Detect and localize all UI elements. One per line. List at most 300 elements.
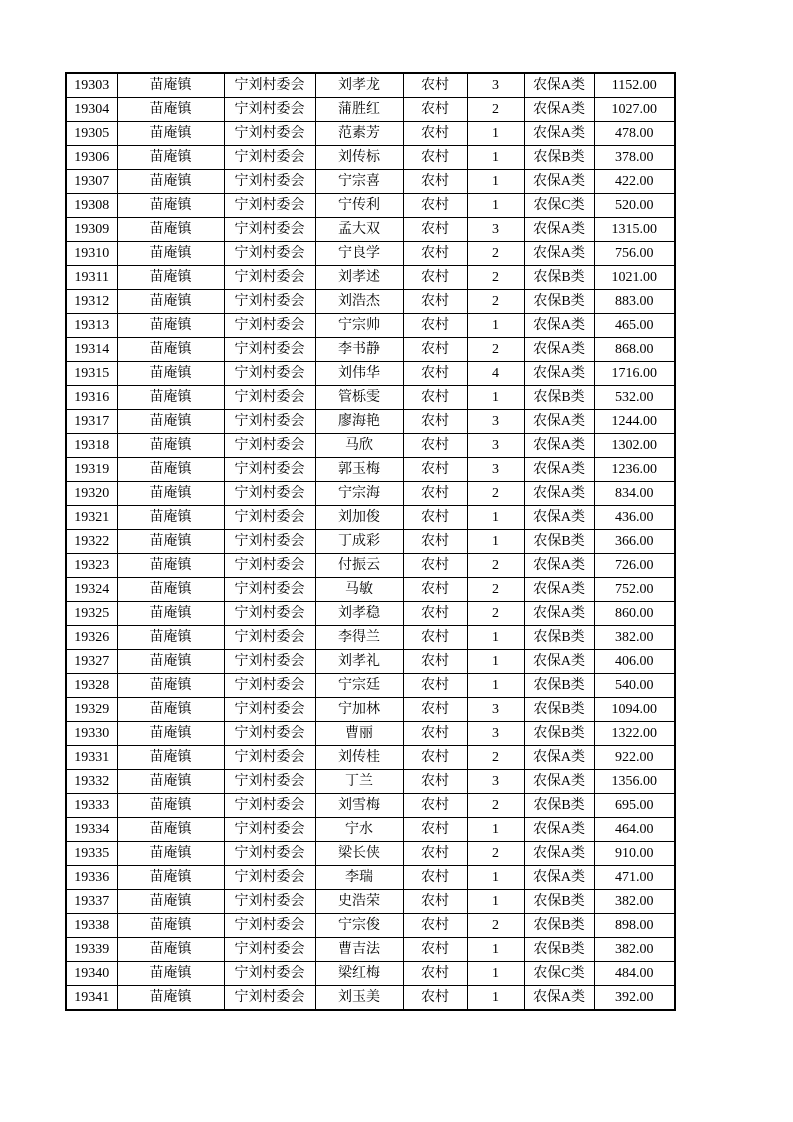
cell-name: 范素芳 xyxy=(315,122,403,146)
cell-count: 1 xyxy=(467,122,524,146)
cell-amount: 1027.00 xyxy=(594,98,675,122)
table-row xyxy=(66,770,675,794)
cell-category: 农保A类 xyxy=(524,866,594,890)
cell-name: 蒲胜红 xyxy=(315,98,403,122)
cell-count: 3 xyxy=(467,218,524,242)
table-row xyxy=(66,698,675,722)
cell-amount: 392.00 xyxy=(594,986,675,1011)
cell-amount: 860.00 xyxy=(594,602,675,626)
cell-serial: 19324 xyxy=(66,578,117,602)
table-row xyxy=(66,434,675,458)
cell-amount: 868.00 xyxy=(594,338,675,362)
cell-category: 农保B类 xyxy=(524,722,594,746)
cell-amount: 756.00 xyxy=(594,242,675,266)
cell-amount: 898.00 xyxy=(594,914,675,938)
cell-amount: 484.00 xyxy=(594,962,675,986)
cell-serial: 19333 xyxy=(66,794,117,818)
cell-amount: 422.00 xyxy=(594,170,675,194)
cell-name: 宁宗帅 xyxy=(315,314,403,338)
cell-name: 宁传利 xyxy=(315,194,403,218)
table-row xyxy=(66,962,675,986)
cell-name: 曹吉法 xyxy=(315,938,403,962)
cell-serial: 19323 xyxy=(66,554,117,578)
cell-count: 1 xyxy=(467,530,524,554)
cell-village: 宁刘村委会 xyxy=(224,890,315,914)
table-row xyxy=(66,746,675,770)
cell-town: 苗庵镇 xyxy=(117,698,224,722)
cell-village: 宁刘村委会 xyxy=(224,170,315,194)
cell-serial: 19312 xyxy=(66,290,117,314)
cell-village: 宁刘村委会 xyxy=(224,938,315,962)
cell-count: 1 xyxy=(467,650,524,674)
cell-count: 1 xyxy=(467,146,524,170)
cell-count: 3 xyxy=(467,722,524,746)
cell-name: 廖海艳 xyxy=(315,410,403,434)
cell-town: 苗庵镇 xyxy=(117,218,224,242)
table-body xyxy=(66,73,675,1010)
cell-category: 农保A类 xyxy=(524,434,594,458)
cell-serial: 19314 xyxy=(66,338,117,362)
cell-residence: 农村 xyxy=(403,698,467,722)
cell-count: 2 xyxy=(467,290,524,314)
cell-serial: 19318 xyxy=(66,434,117,458)
cell-residence: 农村 xyxy=(403,650,467,674)
cell-amount: 1716.00 xyxy=(594,362,675,386)
cell-amount: 1152.00 xyxy=(594,73,675,98)
cell-amount: 378.00 xyxy=(594,146,675,170)
cell-category: 农保A类 xyxy=(524,602,594,626)
cell-town: 苗庵镇 xyxy=(117,458,224,482)
table-row xyxy=(66,266,675,290)
cell-village: 宁刘村委会 xyxy=(224,818,315,842)
cell-village: 宁刘村委会 xyxy=(224,290,315,314)
cell-residence: 农村 xyxy=(403,866,467,890)
cell-count: 1 xyxy=(467,194,524,218)
cell-serial: 19334 xyxy=(66,818,117,842)
cell-village: 宁刘村委会 xyxy=(224,770,315,794)
cell-amount: 834.00 xyxy=(594,482,675,506)
cell-serial: 19340 xyxy=(66,962,117,986)
cell-count: 3 xyxy=(467,770,524,794)
table-row xyxy=(66,458,675,482)
cell-serial: 19303 xyxy=(66,73,117,98)
cell-category: 农保A类 xyxy=(524,554,594,578)
table-row xyxy=(66,626,675,650)
cell-count: 2 xyxy=(467,578,524,602)
table-row xyxy=(66,530,675,554)
cell-count: 2 xyxy=(467,602,524,626)
cell-name: 李书静 xyxy=(315,338,403,362)
cell-residence: 农村 xyxy=(403,98,467,122)
cell-serial: 19322 xyxy=(66,530,117,554)
cell-category: 农保B类 xyxy=(524,938,594,962)
cell-residence: 农村 xyxy=(403,410,467,434)
table-row xyxy=(66,314,675,338)
cell-village: 宁刘村委会 xyxy=(224,434,315,458)
cell-residence: 农村 xyxy=(403,914,467,938)
cell-amount: 406.00 xyxy=(594,650,675,674)
cell-residence: 农村 xyxy=(403,146,467,170)
cell-serial: 19335 xyxy=(66,842,117,866)
cell-village: 宁刘村委会 xyxy=(224,746,315,770)
cell-category: 农保B类 xyxy=(524,386,594,410)
cell-amount: 382.00 xyxy=(594,890,675,914)
cell-serial: 19313 xyxy=(66,314,117,338)
cell-category: 农保A类 xyxy=(524,458,594,482)
cell-serial: 19305 xyxy=(66,122,117,146)
cell-serial: 19304 xyxy=(66,98,117,122)
cell-count: 3 xyxy=(467,434,524,458)
cell-count: 3 xyxy=(467,410,524,434)
cell-serial: 19329 xyxy=(66,698,117,722)
cell-town: 苗庵镇 xyxy=(117,746,224,770)
cell-residence: 农村 xyxy=(403,722,467,746)
cell-count: 1 xyxy=(467,170,524,194)
cell-name: 李瑞 xyxy=(315,866,403,890)
cell-count: 1 xyxy=(467,506,524,530)
cell-village: 宁刘村委会 xyxy=(224,362,315,386)
cell-serial: 19326 xyxy=(66,626,117,650)
cell-amount: 478.00 xyxy=(594,122,675,146)
cell-category: 农保B类 xyxy=(524,266,594,290)
cell-residence: 农村 xyxy=(403,314,467,338)
cell-category: 农保B类 xyxy=(524,914,594,938)
cell-town: 苗庵镇 xyxy=(117,194,224,218)
cell-category: 农保A类 xyxy=(524,314,594,338)
cell-residence: 农村 xyxy=(403,218,467,242)
cell-category: 农保B类 xyxy=(524,698,594,722)
cell-amount: 883.00 xyxy=(594,290,675,314)
cell-category: 农保A类 xyxy=(524,650,594,674)
cell-count: 1 xyxy=(467,986,524,1011)
cell-residence: 农村 xyxy=(403,626,467,650)
cell-town: 苗庵镇 xyxy=(117,626,224,650)
cell-amount: 1236.00 xyxy=(594,458,675,482)
cell-village: 宁刘村委会 xyxy=(224,554,315,578)
cell-village: 宁刘村委会 xyxy=(224,386,315,410)
cell-name: 宁水 xyxy=(315,818,403,842)
table-row xyxy=(66,290,675,314)
cell-town: 苗庵镇 xyxy=(117,722,224,746)
pension-record-table xyxy=(65,72,676,1011)
cell-amount: 726.00 xyxy=(594,554,675,578)
cell-name: 史浩荣 xyxy=(315,890,403,914)
table-row xyxy=(66,242,675,266)
cell-serial: 19310 xyxy=(66,242,117,266)
cell-name: 刘孝龙 xyxy=(315,73,403,98)
cell-serial: 19311 xyxy=(66,266,117,290)
cell-residence: 农村 xyxy=(403,938,467,962)
cell-residence: 农村 xyxy=(403,242,467,266)
cell-serial: 19308 xyxy=(66,194,117,218)
cell-town: 苗庵镇 xyxy=(117,650,224,674)
cell-village: 宁刘村委会 xyxy=(224,458,315,482)
cell-category: 农保B类 xyxy=(524,794,594,818)
cell-village: 宁刘村委会 xyxy=(224,146,315,170)
cell-amount: 471.00 xyxy=(594,866,675,890)
cell-category: 农保C类 xyxy=(524,962,594,986)
table-row xyxy=(66,218,675,242)
cell-town: 苗庵镇 xyxy=(117,962,224,986)
cell-village: 宁刘村委会 xyxy=(224,482,315,506)
cell-town: 苗庵镇 xyxy=(117,242,224,266)
table-row xyxy=(66,170,675,194)
cell-name: 孟大双 xyxy=(315,218,403,242)
cell-name: 宁宗俊 xyxy=(315,914,403,938)
table-row xyxy=(66,650,675,674)
cell-village: 宁刘村委会 xyxy=(224,794,315,818)
cell-name: 刘加俊 xyxy=(315,506,403,530)
cell-residence: 农村 xyxy=(403,482,467,506)
cell-town: 苗庵镇 xyxy=(117,98,224,122)
cell-town: 苗庵镇 xyxy=(117,818,224,842)
table-row xyxy=(66,818,675,842)
cell-count: 3 xyxy=(467,698,524,722)
cell-village: 宁刘村委会 xyxy=(224,314,315,338)
cell-serial: 19317 xyxy=(66,410,117,434)
cell-category: 农保A类 xyxy=(524,170,594,194)
cell-category: 农保A类 xyxy=(524,842,594,866)
cell-count: 2 xyxy=(467,338,524,362)
cell-town: 苗庵镇 xyxy=(117,338,224,362)
cell-amount: 464.00 xyxy=(594,818,675,842)
cell-name: 付振云 xyxy=(315,554,403,578)
table-row xyxy=(66,578,675,602)
table-row xyxy=(66,914,675,938)
cell-town: 苗庵镇 xyxy=(117,530,224,554)
cell-name: 马欣 xyxy=(315,434,403,458)
table-row xyxy=(66,866,675,890)
table-row xyxy=(66,146,675,170)
cell-name: 刘孝稳 xyxy=(315,602,403,626)
cell-category: 农保A类 xyxy=(524,122,594,146)
cell-village: 宁刘村委会 xyxy=(224,842,315,866)
cell-residence: 农村 xyxy=(403,794,467,818)
cell-amount: 436.00 xyxy=(594,506,675,530)
cell-village: 宁刘村委会 xyxy=(224,122,315,146)
cell-category: 农保A类 xyxy=(524,338,594,362)
cell-count: 2 xyxy=(467,914,524,938)
cell-village: 宁刘村委会 xyxy=(224,722,315,746)
cell-village: 宁刘村委会 xyxy=(224,194,315,218)
cell-residence: 农村 xyxy=(403,122,467,146)
cell-village: 宁刘村委会 xyxy=(224,73,315,98)
cell-serial: 19316 xyxy=(66,386,117,410)
cell-category: 农保A类 xyxy=(524,578,594,602)
cell-name: 马敏 xyxy=(315,578,403,602)
cell-village: 宁刘村委会 xyxy=(224,962,315,986)
cell-amount: 1244.00 xyxy=(594,410,675,434)
cell-village: 宁刘村委会 xyxy=(224,506,315,530)
cell-serial: 19306 xyxy=(66,146,117,170)
table-row xyxy=(66,386,675,410)
cell-name: 宁加林 xyxy=(315,698,403,722)
table-row xyxy=(66,122,675,146)
table-row xyxy=(66,73,675,98)
cell-serial: 19327 xyxy=(66,650,117,674)
cell-category: 农保A类 xyxy=(524,818,594,842)
cell-name: 宁宗海 xyxy=(315,482,403,506)
cell-amount: 1315.00 xyxy=(594,218,675,242)
cell-serial: 19328 xyxy=(66,674,117,698)
cell-town: 苗庵镇 xyxy=(117,170,224,194)
cell-amount: 1356.00 xyxy=(594,770,675,794)
cell-count: 1 xyxy=(467,938,524,962)
table-row xyxy=(66,338,675,362)
cell-village: 宁刘村委会 xyxy=(224,530,315,554)
cell-residence: 农村 xyxy=(403,602,467,626)
table-row xyxy=(66,794,675,818)
table-row xyxy=(66,938,675,962)
cell-category: 农保A类 xyxy=(524,410,594,434)
cell-name: 刘传标 xyxy=(315,146,403,170)
cell-category: 农保C类 xyxy=(524,194,594,218)
cell-amount: 540.00 xyxy=(594,674,675,698)
cell-count: 1 xyxy=(467,890,524,914)
cell-name: 刘孝述 xyxy=(315,266,403,290)
cell-name: 郭玉梅 xyxy=(315,458,403,482)
cell-village: 宁刘村委会 xyxy=(224,674,315,698)
cell-name: 丁成彩 xyxy=(315,530,403,554)
cell-town: 苗庵镇 xyxy=(117,506,224,530)
table-row xyxy=(66,554,675,578)
table-row xyxy=(66,506,675,530)
cell-town: 苗庵镇 xyxy=(117,938,224,962)
cell-serial: 19330 xyxy=(66,722,117,746)
cell-category: 农保A类 xyxy=(524,746,594,770)
cell-category: 农保A类 xyxy=(524,242,594,266)
cell-town: 苗庵镇 xyxy=(117,146,224,170)
cell-category: 农保B类 xyxy=(524,626,594,650)
cell-residence: 农村 xyxy=(403,194,467,218)
cell-name: 李得兰 xyxy=(315,626,403,650)
cell-amount: 382.00 xyxy=(594,626,675,650)
cell-residence: 农村 xyxy=(403,386,467,410)
cell-name: 刘孝礼 xyxy=(315,650,403,674)
cell-count: 1 xyxy=(467,314,524,338)
cell-count: 2 xyxy=(467,554,524,578)
cell-category: 农保B类 xyxy=(524,530,594,554)
cell-village: 宁刘村委会 xyxy=(224,602,315,626)
cell-amount: 910.00 xyxy=(594,842,675,866)
cell-amount: 1021.00 xyxy=(594,266,675,290)
cell-town: 苗庵镇 xyxy=(117,386,224,410)
cell-serial: 19331 xyxy=(66,746,117,770)
cell-residence: 农村 xyxy=(403,842,467,866)
cell-category: 农保A类 xyxy=(524,98,594,122)
cell-count: 2 xyxy=(467,746,524,770)
cell-count: 1 xyxy=(467,866,524,890)
cell-town: 苗庵镇 xyxy=(117,770,224,794)
cell-count: 3 xyxy=(467,458,524,482)
cell-village: 宁刘村委会 xyxy=(224,698,315,722)
cell-name: 宁宗喜 xyxy=(315,170,403,194)
cell-village: 宁刘村委会 xyxy=(224,650,315,674)
cell-village: 宁刘村委会 xyxy=(224,338,315,362)
cell-town: 苗庵镇 xyxy=(117,314,224,338)
cell-village: 宁刘村委会 xyxy=(224,410,315,434)
cell-count: 2 xyxy=(467,842,524,866)
cell-town: 苗庵镇 xyxy=(117,890,224,914)
cell-town: 苗庵镇 xyxy=(117,73,224,98)
cell-town: 苗庵镇 xyxy=(117,794,224,818)
cell-count: 2 xyxy=(467,482,524,506)
cell-category: 农保A类 xyxy=(524,770,594,794)
cell-residence: 农村 xyxy=(403,338,467,362)
cell-town: 苗庵镇 xyxy=(117,986,224,1011)
cell-town: 苗庵镇 xyxy=(117,122,224,146)
cell-amount: 922.00 xyxy=(594,746,675,770)
table-row xyxy=(66,602,675,626)
cell-name: 刘伟华 xyxy=(315,362,403,386)
cell-serial: 19332 xyxy=(66,770,117,794)
cell-amount: 366.00 xyxy=(594,530,675,554)
cell-village: 宁刘村委会 xyxy=(224,578,315,602)
cell-residence: 农村 xyxy=(403,818,467,842)
cell-category: 农保A类 xyxy=(524,506,594,530)
cell-category: 农保A类 xyxy=(524,362,594,386)
cell-name: 宁良学 xyxy=(315,242,403,266)
cell-name: 梁红梅 xyxy=(315,962,403,986)
table-row xyxy=(66,842,675,866)
cell-residence: 农村 xyxy=(403,578,467,602)
cell-serial: 19338 xyxy=(66,914,117,938)
cell-residence: 农村 xyxy=(403,266,467,290)
cell-residence: 农村 xyxy=(403,890,467,914)
cell-name: 丁兰 xyxy=(315,770,403,794)
cell-village: 宁刘村委会 xyxy=(224,266,315,290)
cell-category: 农保A类 xyxy=(524,986,594,1011)
table-row xyxy=(66,890,675,914)
cell-count: 1 xyxy=(467,818,524,842)
cell-serial: 19315 xyxy=(66,362,117,386)
cell-amount: 1302.00 xyxy=(594,434,675,458)
cell-name: 刘雪梅 xyxy=(315,794,403,818)
cell-town: 苗庵镇 xyxy=(117,554,224,578)
cell-serial: 19336 xyxy=(66,866,117,890)
cell-amount: 1322.00 xyxy=(594,722,675,746)
cell-residence: 农村 xyxy=(403,674,467,698)
cell-town: 苗庵镇 xyxy=(117,914,224,938)
cell-residence: 农村 xyxy=(403,434,467,458)
cell-town: 苗庵镇 xyxy=(117,290,224,314)
table-row xyxy=(66,482,675,506)
table-row xyxy=(66,410,675,434)
cell-name: 曹丽 xyxy=(315,722,403,746)
cell-village: 宁刘村委会 xyxy=(224,242,315,266)
cell-serial: 19325 xyxy=(66,602,117,626)
cell-residence: 农村 xyxy=(403,770,467,794)
cell-residence: 农村 xyxy=(403,170,467,194)
cell-serial: 19319 xyxy=(66,458,117,482)
cell-town: 苗庵镇 xyxy=(117,578,224,602)
cell-residence: 农村 xyxy=(403,506,467,530)
cell-category: 农保A类 xyxy=(524,482,594,506)
cell-town: 苗庵镇 xyxy=(117,602,224,626)
cell-village: 宁刘村委会 xyxy=(224,866,315,890)
cell-serial: 19341 xyxy=(66,986,117,1011)
cell-count: 2 xyxy=(467,794,524,818)
cell-count: 1 xyxy=(467,962,524,986)
table-row xyxy=(66,674,675,698)
cell-category: 农保B类 xyxy=(524,674,594,698)
cell-count: 4 xyxy=(467,362,524,386)
cell-village: 宁刘村委会 xyxy=(224,986,315,1011)
cell-count: 3 xyxy=(467,73,524,98)
cell-serial: 19307 xyxy=(66,170,117,194)
cell-amount: 465.00 xyxy=(594,314,675,338)
cell-name: 刘传桂 xyxy=(315,746,403,770)
